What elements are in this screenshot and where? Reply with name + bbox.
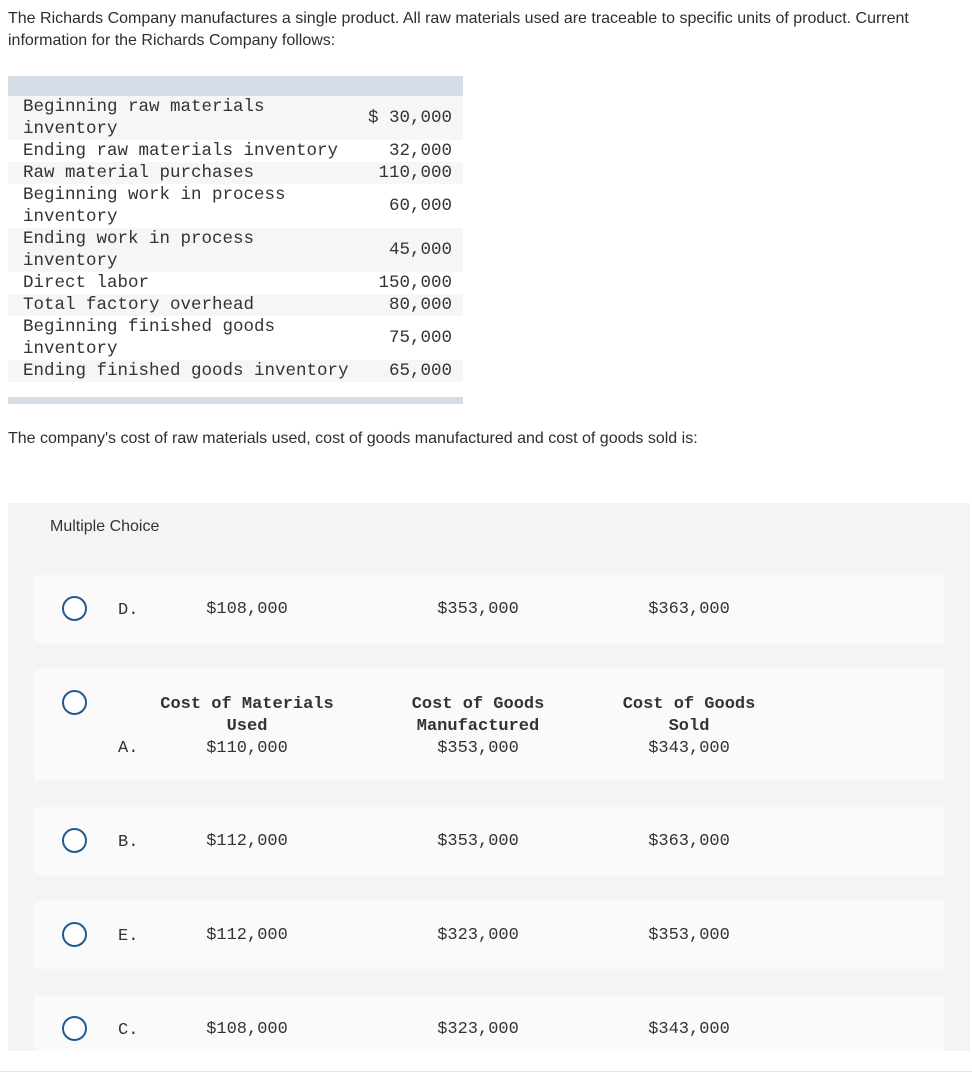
row-label: Direct labor	[23, 273, 150, 293]
table-row	[8, 184, 463, 228]
row-label: Raw material purchases	[8, 162, 363, 184]
row-label: inventory	[23, 251, 118, 271]
cost-of-materials-used-value: $110,000	[206, 739, 288, 758]
choice-letter: C.	[118, 1021, 139, 1040]
cost-of-goods-manufactured-value: $323,000	[437, 926, 519, 945]
row-value: 32,000	[388, 141, 452, 161]
cost-of-goods-sold-value: $343,000	[648, 739, 730, 758]
row-value: 45,000	[363, 228, 463, 272]
column-header-materials: Used	[226, 717, 268, 736]
row-value: 65,000	[363, 360, 463, 382]
row-value: 80,000	[363, 294, 463, 316]
table-row	[8, 228, 463, 272]
row-label: Total factory overhead	[8, 294, 363, 316]
choice-option-c[interactable]	[34, 995, 944, 1051]
table-row	[8, 96, 463, 140]
row-value: $ 30,000	[363, 96, 463, 140]
table-row	[8, 316, 463, 360]
radio-button-icon[interactable]	[62, 1016, 87, 1041]
multiple-choice-panel	[8, 503, 970, 1051]
table-row	[8, 294, 463, 316]
choice-letter: B.	[118, 833, 139, 852]
row-value: 75,000	[388, 328, 452, 348]
column-header-materials: Cost of Materials	[160, 695, 334, 714]
cost-of-materials-used-value: $112,000	[206, 926, 288, 945]
cost-of-goods-sold-value: $353,000	[648, 926, 730, 945]
column-header-manufactured: Manufactured	[416, 717, 540, 736]
radio-button-icon[interactable]	[62, 596, 87, 621]
row-label: Beginning work in process	[23, 185, 286, 205]
cost-of-goods-manufactured-value: $323,000	[437, 1020, 519, 1039]
column-header-sold: Cost of Goods	[622, 695, 756, 714]
row-label: inventory	[23, 339, 118, 359]
cost-of-materials-used-value: $112,000	[206, 832, 288, 851]
row-label: Ending work in process	[23, 229, 255, 249]
row-value: 150,000	[378, 273, 452, 293]
table-row	[8, 272, 463, 294]
column-header-sold: Sold	[668, 717, 710, 736]
radio-button-icon[interactable]	[62, 922, 87, 947]
bottom-divider	[0, 1071, 972, 1072]
row-label: Beginning raw materials	[23, 97, 265, 117]
choice-letter: E.	[118, 927, 139, 946]
choice-letter: A.	[118, 739, 139, 758]
row-label: inventory	[23, 207, 118, 227]
problem-intro: The Richards Company manufactures a single product. All raw materials used are traceable to specific units of product. Current information for the Richards Company follows:	[8, 10, 909, 49]
choice-option-d[interactable]	[34, 575, 944, 643]
row-value: 60,000	[388, 196, 452, 216]
table-top-band	[8, 76, 463, 96]
cost-of-materials-used-value: $108,000	[206, 1020, 288, 1039]
cost-of-goods-manufactured-value: $353,000	[437, 600, 519, 619]
radio-button-icon[interactable]	[62, 690, 87, 715]
row-label: Ending finished goods inventory	[8, 360, 363, 382]
table-row	[8, 360, 463, 382]
cost-of-goods-manufactured-value: $353,000	[437, 739, 519, 758]
cost-of-goods-manufactured-value: $353,000	[437, 832, 519, 851]
question-text: The company's cost of raw materials used, cost of goods manufactured and cost of goods sold is:	[8, 430, 698, 447]
column-header-manufactured: Cost of Goods	[411, 695, 545, 714]
row-label: inventory	[23, 119, 118, 139]
row-value: 110,000	[363, 162, 463, 184]
company-info-table	[8, 76, 463, 404]
choice-option-b[interactable]	[34, 807, 944, 875]
table-row	[8, 162, 463, 184]
multiple-choice-header: Multiple Choice	[50, 518, 160, 535]
row-label: Beginning finished goods	[23, 317, 276, 337]
choice-option-e[interactable]	[34, 901, 944, 969]
cost-of-goods-sold-value: $343,000	[648, 1020, 730, 1039]
table-bottom-band	[8, 382, 463, 404]
row-label: Ending raw materials inventory	[23, 141, 339, 161]
cost-of-materials-used-value: $108,000	[206, 600, 288, 619]
table-row	[8, 140, 463, 162]
radio-button-icon[interactable]	[62, 828, 87, 853]
cost-of-goods-sold-value: $363,000	[648, 832, 730, 851]
choice-letter: D.	[118, 601, 139, 620]
choice-option-a[interactable]	[34, 669, 944, 781]
cost-of-goods-sold-value: $363,000	[648, 600, 730, 619]
